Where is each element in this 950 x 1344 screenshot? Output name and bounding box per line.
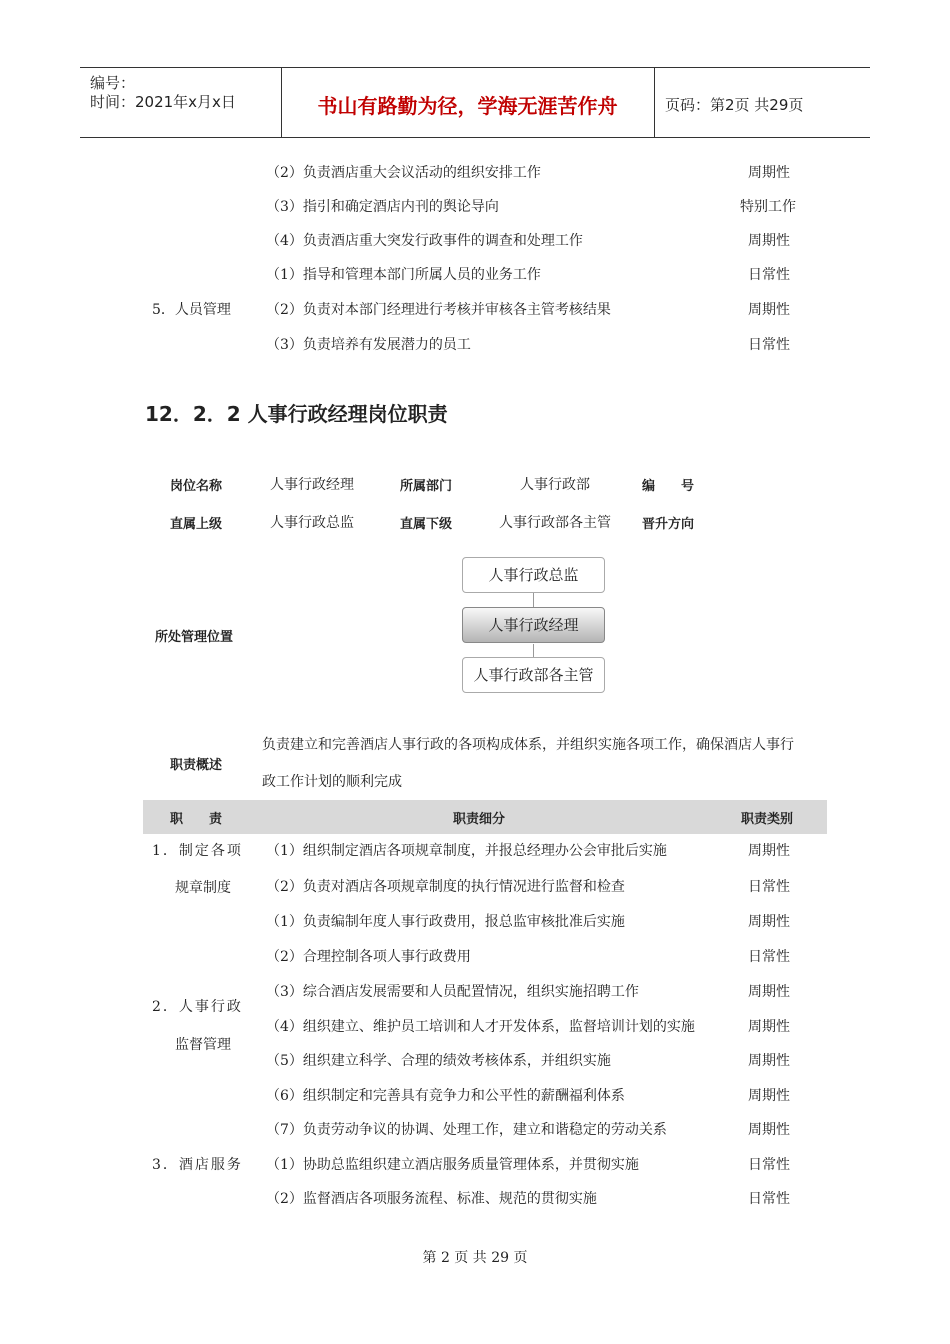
- duty-row-type: 日常性: [748, 949, 790, 965]
- duty-row-type: 周期性: [748, 1122, 790, 1138]
- header-motto: 书山有路勤为径，学海无涯苦作舟: [317, 94, 618, 118]
- duty-row-type: 日常性: [748, 1191, 790, 1207]
- duty-row-text: （3）综合酒店发展需要和人员配置情况，组织实施招聘工作: [266, 984, 639, 1000]
- table-header-category: 职责类别: [741, 812, 794, 827]
- department-label: 所属部门: [400, 479, 453, 494]
- org-box-supervisors: 人事行政部各主管: [462, 657, 605, 693]
- duty-group-label: 监督管理: [175, 1037, 231, 1053]
- subordinate-value: 人事行政部各主管: [499, 515, 611, 531]
- duty-row-text: （1）协助总监组织建立酒店服务质量管理体系，并贯彻实施: [266, 1157, 639, 1173]
- duty-row-text: （4）负责酒店重大突发行政事件的调查和处理工作: [266, 233, 583, 249]
- duty-row-type: 周期性: [748, 165, 790, 181]
- section-title: 12．2．2 人事行政经理岗位职责: [145, 402, 448, 426]
- duty-row-text: （3）指引和确定酒店内刊的舆论导向: [266, 199, 499, 215]
- duty-row-text: （1）负责编制年度人事行政费用，报总监审核批准后实施: [266, 914, 625, 930]
- document-number-label: 编号：: [90, 74, 136, 92]
- duty-row-type: 日常性: [748, 879, 790, 895]
- management-position-label: 所处管理位置: [155, 630, 234, 645]
- page-footer: 第 2 页 共 29 页: [422, 1250, 528, 1266]
- org-connector: [533, 593, 534, 607]
- promotion-label: 晋升方向: [642, 517, 695, 532]
- duty-group-label: 1．制定各项: [152, 843, 243, 859]
- summary-text-line1: 负责建立和完善酒店人事行政的各项构成体系，并组织实施各项工作，确保酒店人事行: [262, 737, 794, 753]
- document-time-label: 时间：2021年x月x日: [90, 93, 236, 111]
- table-header-detail: 职责细分: [453, 812, 506, 827]
- duty-row-type: 周期性: [748, 984, 790, 1000]
- position-name-label: 岗位名称: [170, 479, 223, 494]
- duty-row-text: （7）负责劳动争议的协调、处理工作，建立和谐稳定的劳动关系: [266, 1122, 667, 1138]
- superior-value: 人事行政总监: [270, 515, 354, 531]
- duty-row-type: 日常性: [748, 1157, 790, 1173]
- duty-row-type: 周期性: [748, 302, 790, 318]
- duty-row-text: （2）合理控制各项人事行政费用: [266, 949, 471, 965]
- duty-row-text: （2）负责酒店重大会议活动的组织安排工作: [266, 165, 541, 181]
- duty-row-type: 周期性: [748, 1053, 790, 1069]
- superior-label: 直属上级: [170, 517, 223, 532]
- duty-row-text: （2）负责对酒店各项规章制度的执行情况进行监督和检查: [266, 879, 625, 895]
- duty-row-text: （4）组织建立、维护员工培训和人才开发体系，监督培训计划的实施: [266, 1019, 695, 1035]
- duty-row-type: 周期性: [748, 233, 790, 249]
- duty-row-type: 日常性: [748, 337, 790, 353]
- position-name-value: 人事行政经理: [270, 477, 354, 493]
- duty-row-type: 周期性: [748, 1088, 790, 1104]
- header-divider: [654, 68, 655, 137]
- duty-row-type: 周期性: [748, 914, 790, 930]
- duty-row-type: 周期性: [748, 843, 790, 859]
- duty-row-type: 特别工作: [740, 199, 796, 215]
- duty-row-text: （6）组织制定和完善具有竞争力和公平性的薪酬福利体系: [266, 1088, 625, 1104]
- duty-row-text: （2）监督酒店各项服务流程、标准、规范的贯彻实施: [266, 1191, 597, 1207]
- org-connector: [533, 644, 534, 658]
- code-label: 编 号: [642, 479, 695, 494]
- org-box-manager: 人事行政经理: [462, 607, 605, 643]
- duty-row-text: （1）组织制定酒店各项规章制度，并报总经理办公会审批后实施: [266, 843, 667, 859]
- duty-group-label: 5．人员管理: [152, 302, 231, 318]
- page-header: [80, 67, 870, 138]
- summary-text-line2: 政工作计划的顺利完成: [262, 774, 402, 790]
- org-box-director: 人事行政总监: [462, 557, 605, 593]
- department-value: 人事行政部: [520, 477, 590, 493]
- duty-group-label: 2．人事行政: [152, 999, 243, 1015]
- duty-row-text: （5）组织建立科学、合理的绩效考核体系，并组织实施: [266, 1053, 611, 1069]
- table-header-duty: 职 责: [170, 812, 223, 827]
- duty-row-text: （3）负责培养有发展潜力的员工: [266, 337, 471, 353]
- subordinate-label: 直属下级: [400, 517, 453, 532]
- summary-label: 职责概述: [170, 758, 223, 773]
- duty-group-label: 规章制度: [175, 880, 231, 896]
- duty-row-type: 周期性: [748, 1019, 790, 1035]
- header-page-number: 页码：第2页 共29页: [665, 96, 804, 114]
- duty-row-text: （1）指导和管理本部门所属人员的业务工作: [266, 267, 541, 283]
- duty-row-type: 日常性: [748, 267, 790, 283]
- duty-row-text: （2）负责对本部门经理进行考核并审核各主管考核结果: [266, 302, 611, 318]
- duty-group-label: 3．酒店服务: [152, 1157, 243, 1173]
